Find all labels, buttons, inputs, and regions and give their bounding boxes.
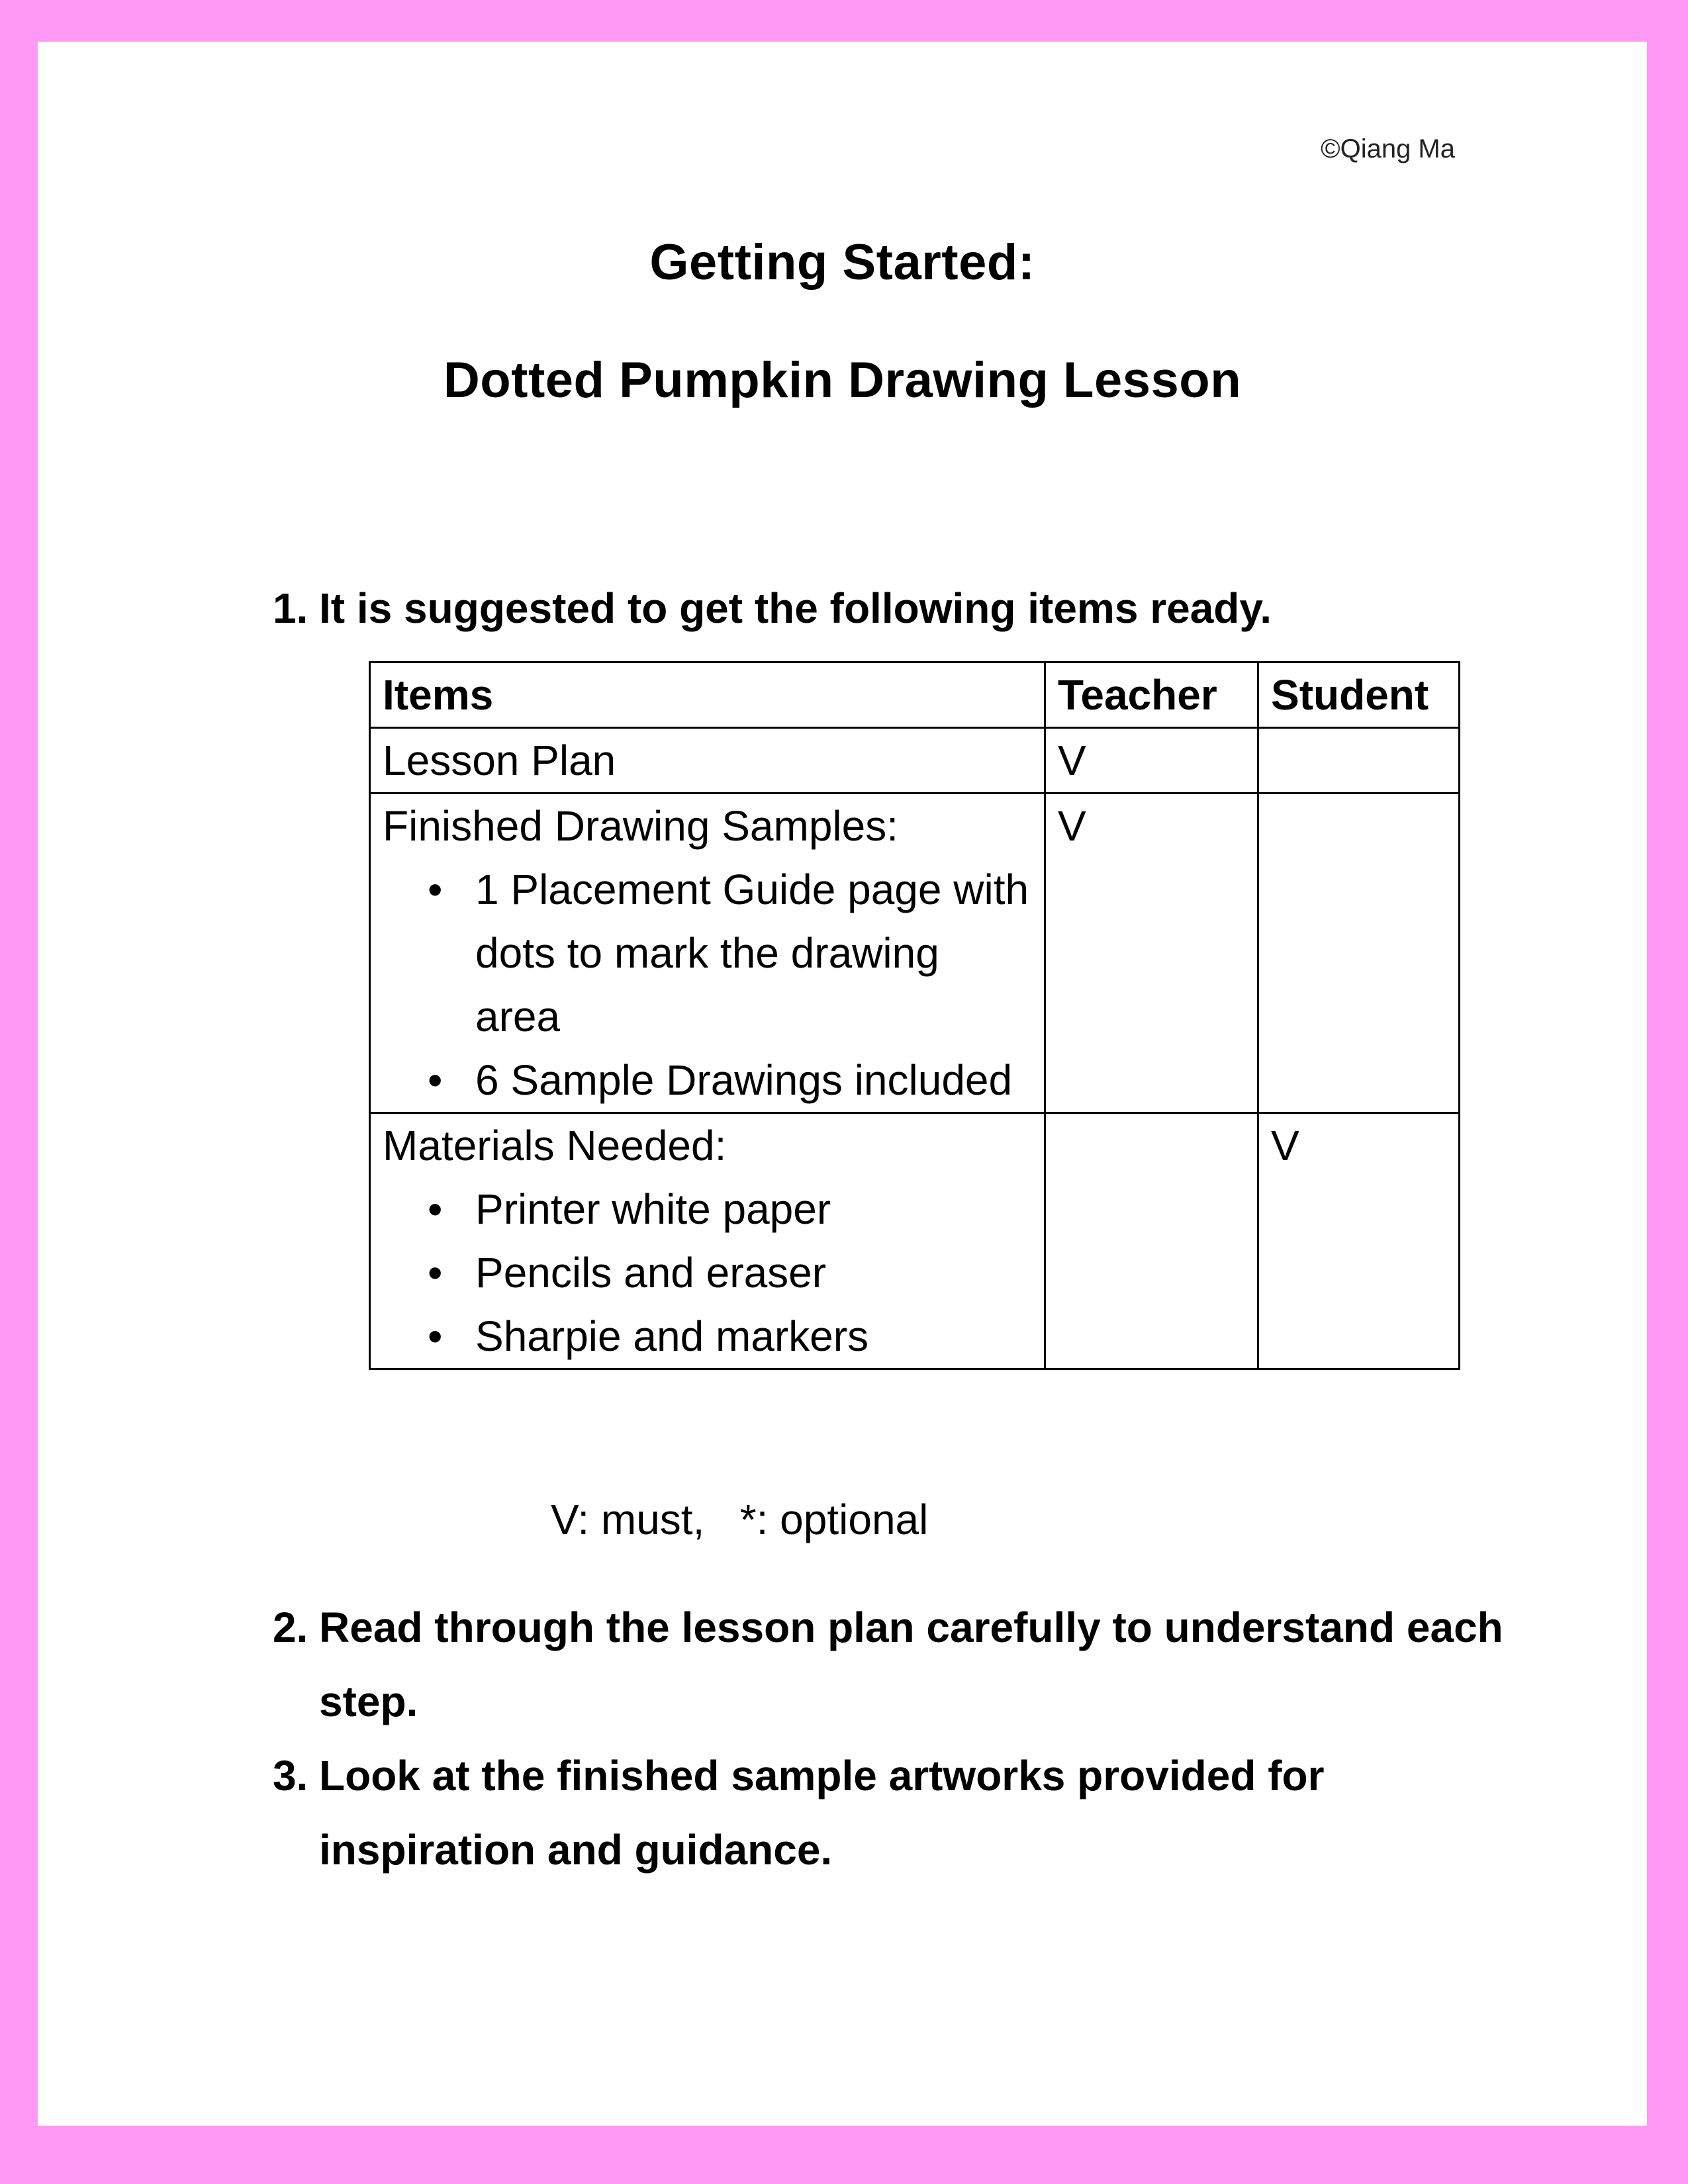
list-item (383, 1304, 1032, 1368)
item-cell (370, 794, 1045, 1113)
list-item (383, 1241, 1032, 1304)
list-item (383, 858, 1032, 1048)
item-bullet-list (383, 1177, 1032, 1368)
step-text: It is suggested to get the following items ready. (319, 584, 1272, 632)
item-bullet-list (383, 858, 1032, 1112)
column-header-teacher: Teacher (1045, 662, 1258, 728)
list-item (383, 1177, 1032, 1241)
list-item-text: Printer white paper (475, 1185, 831, 1233)
item-cell (370, 1113, 1045, 1369)
list-item-text: 1 Placement Guide page with dots to mark the drawing area (475, 866, 1029, 1040)
teacher-cell (1045, 1113, 1258, 1369)
list-item-text: 6 Sample Drawings included (475, 1056, 1013, 1104)
bullet-icon: • (428, 866, 443, 913)
copyright-notice: ©Qiang Ma (1321, 134, 1455, 163)
bullet-icon: • (428, 1056, 443, 1104)
step-number: 1. (273, 584, 308, 632)
column-header-items: Items (370, 662, 1045, 728)
item-label: Materials Needed: (383, 1122, 727, 1169)
list-item-text: Sharpie and markers (475, 1312, 869, 1360)
items-table (369, 661, 1460, 1370)
teacher-cell: V (1045, 728, 1258, 794)
bullet-icon: • (428, 1312, 443, 1360)
column-header-student: Student (1258, 662, 1460, 728)
student-cell (1258, 794, 1460, 1113)
list-item (383, 1048, 1032, 1112)
student-cell (1258, 728, 1460, 794)
list-item-text: Pencils and eraser (475, 1249, 827, 1297)
item-label: Lesson Plan (383, 737, 616, 784)
step-number: 2. (273, 1604, 308, 1651)
teacher-cell: V (1045, 794, 1258, 1113)
page-subtitle: Dotted Pumpkin Drawing Lesson (443, 352, 1242, 408)
table-legend: V: must, *: optional (551, 1496, 929, 1543)
step-2 (273, 1590, 1530, 1739)
step-text: Read through the lesson plan carefully to understand each step. (319, 1604, 1503, 1725)
page-title: Getting Started: (649, 234, 1035, 291)
bullet-icon: • (428, 1249, 443, 1297)
step-3 (273, 1739, 1530, 1887)
item-cell (370, 728, 1045, 794)
student-cell: V (1258, 1113, 1460, 1369)
item-label: Finished Drawing Samples: (383, 802, 898, 850)
bullet-icon: • (428, 1185, 443, 1233)
table-row (370, 794, 1460, 1113)
step-1 (273, 571, 1530, 645)
step-text: Look at the finished sample artworks provided for inspiration and guidance. (319, 1752, 1325, 1874)
step-number: 3. (273, 1752, 308, 1799)
table-row (370, 1113, 1460, 1369)
table-header-row (370, 662, 1460, 728)
table-row (370, 728, 1460, 794)
document-page (38, 42, 1647, 2126)
